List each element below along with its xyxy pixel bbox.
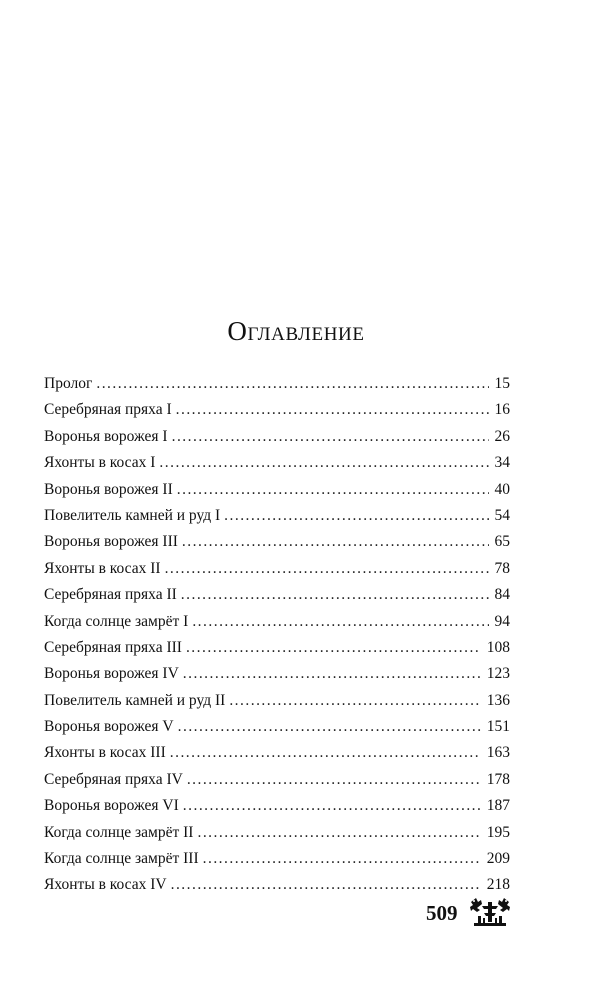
toc-entry [44,582,510,608]
toc-entry-page: 136 [486,691,510,709]
toc-leader-dots [96,371,488,397]
toc-entry [44,872,510,898]
toc-leader-dots [192,609,488,635]
toc-entry [44,793,510,819]
toc-entry-title: Серебряная пряха III [44,638,182,656]
toc-list [44,371,510,899]
toc-leader-dots [172,424,489,450]
bird-ornament-icon [468,896,512,930]
toc-entry [44,477,510,503]
toc-entry [44,450,510,476]
toc-entry-title: Воронья ворожея V [44,718,174,736]
toc-leader-dots [229,688,480,714]
toc-entry-page: 34 [494,454,510,472]
toc-leader-dots [176,397,489,423]
toc-entry [44,371,510,397]
toc-entry-title: Яхонты в косах II [44,559,161,577]
toc-entry-title: Серебряная пряха II [44,586,177,604]
toc-entry-title: Воронья ворожея I [44,427,168,445]
toc-entry-title: Воронья ворожея III [44,533,178,551]
toc-leader-dots [181,582,489,608]
page-number: 509 [426,901,458,925]
toc-leader-dots [159,450,488,476]
toc-entry [44,740,510,766]
toc-entry [44,424,510,450]
toc-entry-title: Повелитель камней и руд I [44,506,221,524]
toc-entry-title: Воронья ворожея IV [44,665,179,683]
toc-entry-page: 40 [494,480,510,498]
toc-entry-page: 65 [494,533,510,551]
toc-entry [44,688,510,714]
toc-entry [44,714,510,740]
toc-entry-page: 94 [494,612,510,630]
toc-entry-title: Яхонты в косах I [44,454,156,472]
toc-entry-title: Когда солнце замрёт I [44,612,189,630]
toc-entry-page: 218 [486,876,510,894]
toc-entry-page: 15 [494,375,510,392]
toc-entry [44,556,510,582]
toc-entry-page: 178 [486,770,510,788]
toc-entry-title: Яхонты в косах IV [44,876,167,894]
toc-entry-title: Когда солнце замрёт II [44,823,194,841]
toc-entry-page: 54 [494,506,510,524]
toc-entry [44,529,510,555]
toc-heading: Оглавление [227,316,365,346]
toc-entry-page: 163 [486,744,510,762]
toc-leader-dots [178,714,481,740]
toc-entry-title: Повелитель камней и руд II [44,691,226,709]
toc-entry [44,820,510,846]
toc-entry-page: 78 [494,559,510,577]
toc-entry [44,397,510,423]
toc-entry-title: Воронья ворожея II [44,480,173,498]
toc-entry-title: Воронья ворожея VI [44,797,179,815]
toc-entry [44,846,510,872]
toc-entry-page: 195 [486,823,510,841]
toc-entry-title: Серебряная пряха IV [44,770,183,788]
toc-leader-dots [183,793,481,819]
toc-entry-title: Пролог [44,375,93,392]
toc-leader-dots [203,846,481,872]
toc-entry-title: Яхонты в косах III [44,744,166,762]
toc-entry [44,767,510,793]
toc-leader-dots [165,556,489,582]
toc-entry [44,661,510,687]
toc-entry-title: Серебряная пряха I [44,401,172,419]
toc-entry-page: 187 [486,797,510,815]
toc-entry-title: Когда солнце замрёт III [44,850,199,868]
toc-entry-page: 108 [486,638,510,656]
toc-leader-dots [187,767,481,793]
toc-leader-dots [177,477,489,503]
toc-leader-dots [170,740,481,766]
toc-entry [44,609,510,635]
toc-entry-page: 209 [486,850,510,868]
toc-entry-page: 151 [486,718,510,736]
toc-leader-dots [224,503,488,529]
toc-leader-dots [183,661,481,687]
toc-leader-dots [186,635,481,661]
toc-entry-page: 26 [494,427,510,445]
toc-entry [44,503,510,529]
toc-entry-page: 123 [486,665,510,683]
toc-entry-page: 16 [494,401,510,419]
toc-leader-dots [197,820,480,846]
toc-entry [44,635,510,661]
toc-leader-dots [182,529,489,555]
toc-leader-dots [171,872,481,898]
toc-entry-page: 84 [494,586,510,604]
